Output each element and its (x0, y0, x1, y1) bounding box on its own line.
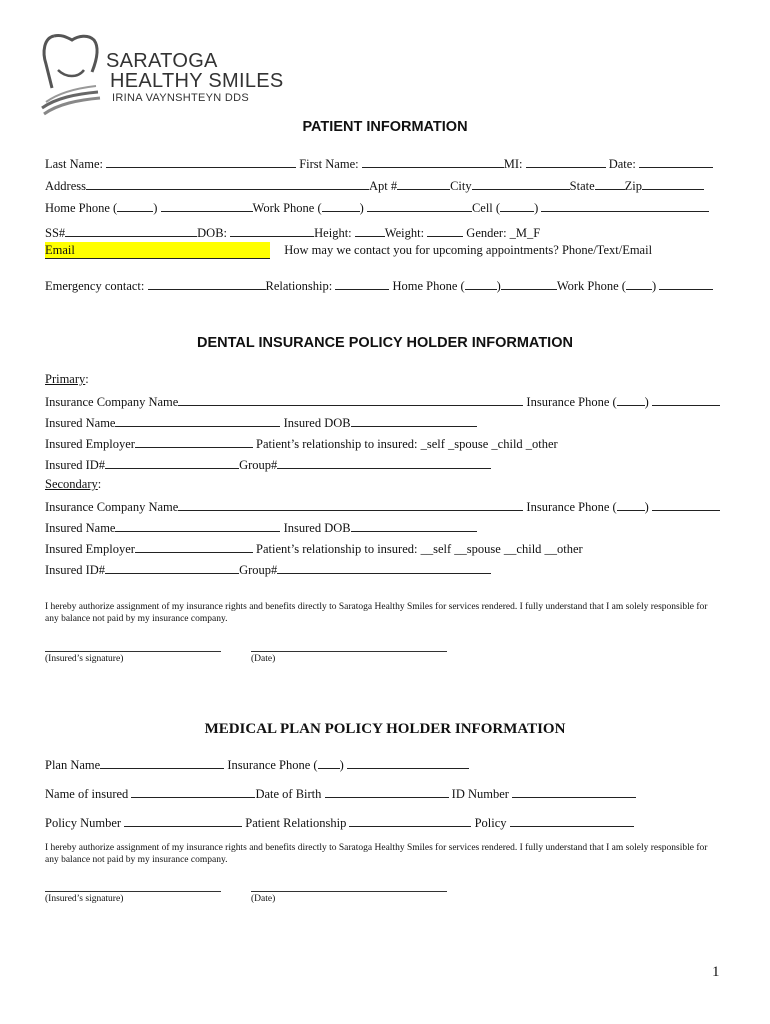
height-field[interactable] (355, 223, 385, 237)
mi-field[interactable] (526, 154, 606, 168)
email-row (45, 242, 652, 259)
work-phone-label: Work Phone ( (252, 201, 322, 215)
weight-field[interactable] (427, 223, 463, 237)
emergency-home-phone-field[interactable] (501, 276, 557, 290)
primary-id-row (45, 455, 491, 473)
paren: ) (339, 758, 344, 772)
policy-field[interactable] (510, 813, 634, 827)
primary-insured-id-field[interactable] (105, 455, 239, 469)
secondary-heading (45, 476, 101, 492)
zip-label: Zip (624, 179, 642, 193)
primary-company-row (45, 392, 720, 410)
secondary-company-field[interactable] (178, 497, 523, 511)
state-label: State (569, 179, 595, 193)
primary-heading (45, 371, 89, 387)
paren: ) (644, 500, 649, 514)
date-field[interactable] (639, 154, 713, 168)
first-name-label: First Name: (299, 157, 359, 171)
primary-employer-field[interactable] (135, 434, 253, 448)
dental-signature-label: (Insured’s signature) (45, 654, 124, 664)
insured-name-label: Insured Name (45, 416, 116, 430)
first-name-field[interactable] (362, 154, 504, 168)
insured-employer-label: Insured Employer (45, 542, 135, 556)
primary-insured-dob-field[interactable] (351, 413, 477, 427)
primary-ins-phone-field[interactable] (652, 392, 720, 406)
emergency-work-phone-field[interactable] (659, 276, 713, 290)
email-label: Email (45, 243, 75, 257)
ins-phone-label: Insurance Phone ( (526, 500, 617, 514)
patient-relationship-label: Patient Relationship (245, 816, 347, 830)
height-label: Height: (314, 226, 352, 240)
apt-label: Apt # (368, 179, 398, 193)
group-label: Group# (239, 563, 278, 577)
name-of-insured-field[interactable] (131, 784, 255, 798)
mi-label: MI: (503, 157, 523, 171)
secondary-ins-phone-area-field[interactable] (617, 497, 645, 511)
emergency-row (45, 276, 713, 294)
practice-logo (36, 28, 284, 118)
insured-name-label: Insured Name (45, 521, 116, 535)
date-label: Date: (608, 157, 636, 171)
last-name-field[interactable] (106, 154, 296, 168)
primary-relationship-options[interactable]: Patient’s relationship to insured: _self _spouse _child _other (256, 437, 558, 451)
id-number-label: ID Number (451, 787, 509, 801)
medical-date-label: (Date) (251, 894, 276, 904)
cell-area-field[interactable] (500, 198, 534, 212)
primary-ins-phone-area-field[interactable] (617, 392, 645, 406)
logo-line-3: IRINA VAYNSHTEYN DDS (112, 92, 250, 104)
dental-signature-line[interactable] (45, 651, 221, 652)
paren: ) (496, 279, 501, 293)
work-phone-field[interactable] (367, 198, 472, 212)
home-phone-field[interactable] (161, 198, 253, 212)
group-label: Group# (239, 458, 278, 472)
primary-employer-row (45, 434, 558, 452)
tooth-smile-icon (36, 28, 106, 118)
secondary-insured-id-field[interactable] (105, 560, 239, 574)
logo-line-1: SARATOGA (106, 50, 218, 72)
id-number-field[interactable] (512, 784, 636, 798)
medical-signature-line[interactable] (45, 891, 221, 892)
address-field[interactable] (86, 176, 369, 190)
insured-dob-label: Insured DOB (283, 521, 351, 535)
paren: ) (651, 279, 657, 293)
name-row (45, 154, 713, 172)
plan-row (45, 755, 469, 773)
zip-field[interactable] (642, 176, 704, 190)
state-field[interactable] (595, 176, 625, 190)
dental-section-title: DENTAL INSURANCE POLICY HOLDER INFORMATION (197, 335, 573, 351)
secondary-insured-row (45, 518, 477, 536)
emergency-work-phone-label: Work Phone ( (556, 279, 626, 293)
policy-number-field[interactable] (124, 813, 242, 827)
page-number: 1 (712, 964, 720, 980)
weight-label: Weight: (384, 226, 425, 240)
paren: ) (153, 201, 158, 215)
work-phone-area-field[interactable] (322, 198, 360, 212)
ss-label: SS# (45, 226, 66, 240)
dob-field[interactable] (230, 223, 314, 237)
company-label: Insurance Company Name (45, 500, 179, 514)
date-of-birth-label: Date of Birth (255, 787, 322, 801)
dental-date-label: (Date) (251, 654, 276, 664)
name-of-insured-label: Name of insured (45, 787, 129, 801)
secondary-ins-phone-field[interactable] (652, 497, 720, 511)
insured-id-label: Insured ID# (45, 458, 106, 472)
date-of-birth-field[interactable] (325, 784, 449, 798)
address-row (45, 176, 704, 194)
plan-name-label: Plan Name (45, 758, 101, 772)
cell-field[interactable] (541, 198, 709, 212)
medical-authorization-text: I hereby authorize assignment of my insurance rights and benefits directly to Saratoga Healthy Smiles for services rendered. I fully understand that I am solely responsible for any balance not paid by my insurance company. (45, 843, 708, 865)
medical-insured-row (45, 784, 636, 802)
gender-field[interactable]: Gender: _M_F (466, 226, 541, 240)
ssn-row (45, 223, 540, 241)
logo-line-2: HEALTHY SMILES (110, 70, 284, 92)
medical-ins-phone-area-field[interactable] (318, 755, 340, 769)
paren: ) (534, 201, 539, 215)
primary-group-field[interactable] (277, 455, 491, 469)
emergency-home-phone-label: Home Phone ( (392, 279, 465, 293)
emergency-work-area-field[interactable] (626, 276, 652, 290)
last-name-label: Last Name: (45, 157, 103, 171)
colon: : (97, 477, 102, 491)
emergency-contact-label: Emergency contact: (45, 279, 145, 293)
patient-section-title: PATIENT INFORMATION (302, 119, 468, 135)
primary-company-field[interactable] (178, 392, 523, 406)
paren: ) (359, 201, 364, 215)
ss-field[interactable] (65, 223, 197, 237)
primary-insured-row (45, 413, 477, 431)
emergency-contact-field[interactable] (148, 276, 266, 290)
home-phone-label: Home Phone ( (45, 201, 118, 215)
medical-ins-phone-label: Insurance Phone ( (227, 758, 318, 772)
apt-field[interactable] (397, 176, 450, 190)
paren: ) (644, 395, 649, 409)
insured-dob-label: Insured DOB (283, 416, 351, 430)
secondary-label: Secondary (45, 477, 98, 491)
address-label: Address (45, 179, 86, 193)
secondary-group-field[interactable] (277, 560, 491, 574)
primary-insured-name-field[interactable] (115, 413, 280, 427)
secondary-employer-field[interactable] (135, 539, 253, 553)
primary-label: Primary (45, 372, 86, 386)
company-label: Insurance Company Name (45, 395, 179, 409)
home-phone-area-field[interactable] (117, 198, 153, 212)
secondary-insured-dob-field[interactable] (351, 518, 477, 532)
secondary-employer-row (45, 539, 583, 557)
policy-number-label: Policy Number (45, 816, 122, 830)
relationship-label: Relationship: (265, 279, 333, 293)
insured-employer-label: Insured Employer (45, 437, 135, 451)
ins-phone-label: Insurance Phone ( (526, 395, 617, 409)
secondary-company-row (45, 497, 720, 515)
secondary-insured-name-field[interactable] (115, 518, 280, 532)
cell-label: Cell ( (471, 201, 501, 215)
dental-authorization-text: I hereby authorize assignment of my insurance rights and benefits directly to Saratoga Healthy Smiles for services rendered. I fully understand that I am solely responsible for any balance not paid by my insurance company. (45, 602, 708, 624)
city-field[interactable] (472, 176, 570, 190)
medical-section-title: MEDICAL PLAN POLICY HOLDER INFORMATION (204, 721, 566, 737)
medical-policy-row (45, 813, 634, 831)
secondary-id-row (45, 560, 491, 578)
city-label: City (450, 179, 472, 193)
relationship-field[interactable] (335, 276, 389, 290)
secondary-relationship-options[interactable]: Patient’s relationship to insured: __self __spouse __child __other (256, 542, 583, 556)
policy-label: Policy (474, 816, 507, 830)
medical-signature-label: (Insured’s signature) (45, 894, 124, 904)
dob-label: DOB: (197, 226, 228, 240)
plan-name-field[interactable] (100, 755, 224, 769)
contact-preference-question: How may we contact you for upcoming appointments? Phone/Text/Email (284, 243, 653, 257)
insured-id-label: Insured ID# (45, 563, 106, 577)
dental-date-line[interactable] (251, 651, 447, 652)
emergency-home-area-field[interactable] (465, 276, 497, 290)
phone-row (45, 198, 709, 216)
colon: : (85, 372, 89, 386)
email-field[interactable] (45, 242, 270, 259)
patient-relationship-field[interactable] (349, 813, 471, 827)
medical-ins-phone-field[interactable] (347, 755, 469, 769)
medical-date-line[interactable] (251, 891, 447, 892)
